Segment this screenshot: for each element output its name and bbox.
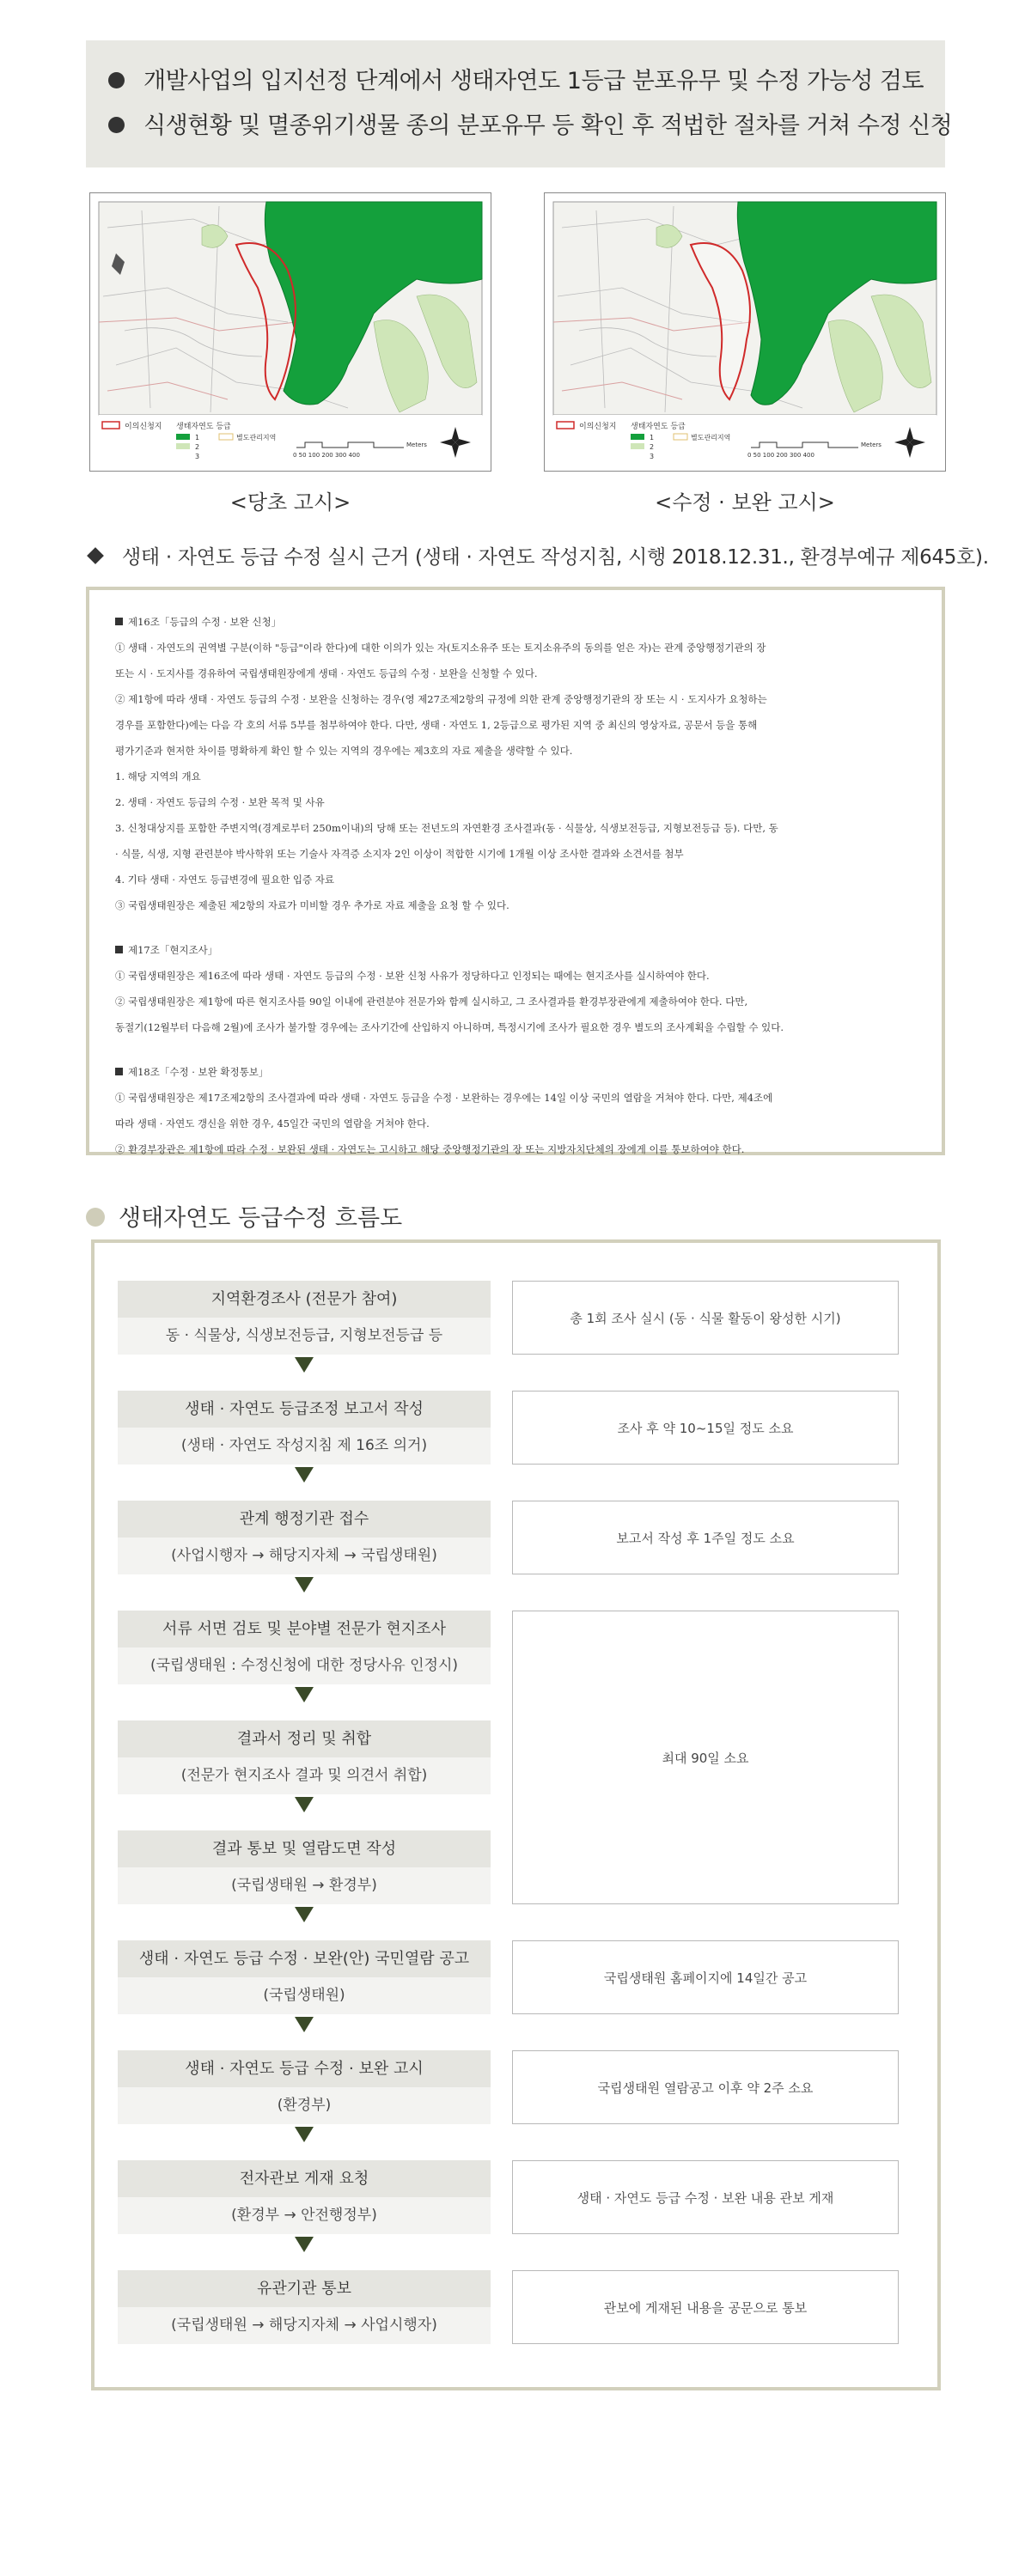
flow-step-title: 생태 · 자연도 등급 수정 · 보완(안) 국민열람 공고 xyxy=(118,1940,491,1977)
flow-step-subtitle: (환경부 → 안전행정부) xyxy=(118,2197,491,2234)
flow-step xyxy=(118,1611,491,1684)
square-bullet-icon xyxy=(115,1068,123,1075)
circle-bullet-icon xyxy=(86,1208,105,1227)
flow-note: 조사 후 약 10~15일 정도 소요 xyxy=(512,1391,899,1465)
map-revised xyxy=(544,192,946,472)
svg-text:3: 3 xyxy=(650,453,655,460)
flow-step-title: 지역환경조사 (전문가 참여) xyxy=(118,1281,491,1318)
map-revised-caption: <수정 · 보완 고시> xyxy=(655,490,835,515)
svg-text:별도관리지역: 별도관리지역 xyxy=(691,434,731,442)
flow-step-title: 생태 · 자연도 등급 수정 · 보완 고시 xyxy=(118,2050,491,2087)
svg-text:Meters: Meters xyxy=(861,442,882,448)
map-revised-image xyxy=(545,193,945,471)
flow-step-subtitle: (국립생태원 → 해당지자체 → 사업시행자) xyxy=(118,2307,491,2344)
flow-step-subtitle: (국립생태원 → 환경부) xyxy=(118,1867,491,1904)
regulation-line: ② 환경부장관은 제1항에 따라 수정 · 보완된 생태 · 자연도는 고시하고 해당 중앙행정기관의 장 또는 지방자치단체의 장에게 이를 통보하여야 한다. xyxy=(115,1143,745,1155)
flow-note: 국립생태원 홈페이지에 14일간 공고 xyxy=(512,1940,899,2014)
flow-step xyxy=(118,1391,491,1465)
map-original xyxy=(89,192,491,472)
svg-text:2: 2 xyxy=(650,443,655,451)
regulation-line: 3. 신청대상지를 포함한 주변지역(경계로부터 250m이내)의 당해 또는 전년도의 자연환경 조사결과(동 · 식물상, 식생보전등급, 지형보전등급 등). 다만, 동 xyxy=(115,822,778,834)
down-arrow-icon xyxy=(295,1907,314,1922)
regulation-line: 2. 생태 · 자연도 등급의 수정 · 보완 목적 및 사유 xyxy=(115,796,325,808)
regulation-box xyxy=(86,587,945,1155)
flow-step xyxy=(118,1281,491,1355)
article-16-title: 제16조「등급의 수정 · 보완 신청」 xyxy=(115,609,924,635)
map-legend-region: 이의신청지 xyxy=(125,423,162,431)
bullet-icon xyxy=(108,72,125,88)
summary-box xyxy=(86,40,953,167)
flow-note: 국립생태원 열람공고 이후 약 2주 소요 xyxy=(512,2050,899,2124)
flow-step-title: 유관기관 통보 xyxy=(118,2270,491,2307)
down-arrow-icon xyxy=(295,2237,314,2252)
flow-step-title: 결과서 정리 및 취합 xyxy=(118,1720,491,1757)
flow-step-subtitle: (국립생태원) xyxy=(118,1977,491,2014)
down-arrow-icon xyxy=(295,1357,314,1373)
map-legend-region: 이의신청지 xyxy=(579,423,617,431)
flow-step-title: 결과 통보 및 열람도면 작성 xyxy=(118,1830,491,1867)
map-legend-title: 생태자연도 등급 xyxy=(176,423,231,431)
svg-text:Meters: Meters xyxy=(406,442,427,448)
svg-text:1: 1 xyxy=(195,434,200,442)
regulation-line: ① 생태 · 자연도의 권역별 구분(이하 "등급"이라 한다)에 대한 이의가 있는 자(토지소유주 또는 토지소유주의 동의를 얻은 자)는 관계 중앙행정기관의 장 xyxy=(115,642,766,654)
summary-line: 식생현황 및 멸종위기생물 종의 분포유무 등 확인 후 적법한 절차를 거쳐 수정 신청 xyxy=(108,104,945,149)
flow-step-title: 서류 서면 검토 및 분야별 전문가 현지조사 xyxy=(118,1611,491,1647)
regulation-line: ② 국립생태원장은 제1항에 따른 현지조사를 90일 이내에 관련분야 전문가와 함께 실시하고, 그 조사결과를 환경부장관에게 제출하여야 한다. 다만, xyxy=(115,996,748,1008)
svg-text:별도관리지역: 별도관리지역 xyxy=(236,434,277,442)
regulation-line: · 식물, 식생, 지형 관련분야 박사학위 또는 기술사 자격증 소지자 2인 이상이 적합한 시기에 1개월 이상 조사한 결과와 소견서를 첨부 xyxy=(115,848,684,860)
bullet-icon xyxy=(108,117,125,133)
regulation-line: 4. 기타 생태 · 자연도 등급변경에 필요한 입증 자료 xyxy=(115,874,334,886)
flow-step-subtitle: (전문가 현지조사 결과 및 의견서 취합) xyxy=(118,1757,491,1794)
svg-text:3: 3 xyxy=(195,453,200,460)
down-arrow-icon xyxy=(295,2127,314,2142)
square-bullet-icon xyxy=(115,946,123,953)
svg-text:0 50 100 200 300 400: 0 50 100 200 300 400 xyxy=(293,452,360,459)
flow-step-subtitle: 동 · 식물상, 식생보전등급, 지형보전등급 등 xyxy=(118,1318,491,1355)
map-original-image xyxy=(90,193,491,471)
flow-note: 보고서 작성 후 1주일 정도 소요 xyxy=(512,1501,899,1574)
flow-step xyxy=(118,2050,491,2124)
regulation-line: 경우를 포함한다)에는 다음 각 호의 서류 5부를 첨부하여야 한다. 다만, 생태 · 자연도 1, 2등급으로 평가된 지역 중 최신의 영상자료, 공문서 등을 통해 xyxy=(115,719,758,731)
regulation-line: 평가기준과 현저한 차이를 명확하게 확인 할 수 있는 지역의 경우에는 제3호의 자료 제출을 생략할 수 있다. xyxy=(115,745,573,757)
flow-note: 총 1회 조사 실시 (동 · 식물 활동이 왕성한 시기) xyxy=(512,1281,899,1355)
summary-line: 개발사업의 입지선정 단계에서 생태자연도 1등급 분포유무 및 수정 가능성 검토 xyxy=(108,59,945,104)
svg-text:1: 1 xyxy=(650,434,655,442)
flow-note: 최대 90일 소요 xyxy=(512,1611,899,1904)
flow-note: 관보에 게재된 내용을 공문으로 통보 xyxy=(512,2270,899,2344)
flow-heading: 생태자연도 등급수정 흐름도 xyxy=(86,1199,402,1233)
flow-step-subtitle: (생태 · 자연도 작성지침 제 16조 의거) xyxy=(118,1428,491,1465)
regulation-line: ① 국립생태원장은 제17조제2항의 조사결과에 따라 생태 · 자연도 등급을 수정 · 보완하는 경우에는 14일 이상 국민의 열람을 거쳐야 한다. 다만, 제4조에 xyxy=(115,1092,773,1104)
flow-step xyxy=(118,1940,491,2014)
flow-step xyxy=(118,2160,491,2234)
svg-text:0 50 100 200 300 400: 0 50 100 200 300 400 xyxy=(747,452,814,459)
regulation-line: 동절기(12월부터 다음해 2월)에 조사가 불가할 경우에는 조사기간에 산입하지 아니하며, 특정시기에 조사가 필요한 경우 별도의 조사계획을 수립할 수 있다. xyxy=(115,1021,784,1033)
square-bullet-icon xyxy=(115,618,123,625)
regulation-line: 또는 시 · 도지사를 경유하여 국립생태원장에게 생태 · 자연도 등급의 수정 · 보완을 신청할 수 있다. xyxy=(115,667,538,679)
regulation-line: ② 제1항에 따라 생태 · 자연도 등급의 수정 · 보완을 신청하는 경우(영 제27조제2항의 규정에 의한 관계 중앙행정기관의 장 또는 시 · 도지사가 요청하는 xyxy=(115,693,767,705)
regulation-line: 따라 생태 · 자연도 갱신을 위한 경우, 45일간 국민의 열람을 거쳐야 한다. xyxy=(115,1117,430,1130)
article-17-title: 제17조「현지조사」 xyxy=(115,937,924,963)
flow-step-title: 전자관보 게재 요청 xyxy=(118,2160,491,2197)
diamond-bullet-icon xyxy=(87,547,104,564)
flow-step xyxy=(118,1720,491,1794)
flow-step xyxy=(118,1501,491,1574)
regulation-line: ① 국립생태원장은 제16조에 따라 생태 · 자연도 등급의 수정 · 보완 신청 사유가 정당하다고 인정되는 때에는 현지조사를 실시하여야 한다. xyxy=(115,970,710,982)
flow-step xyxy=(118,1830,491,1904)
map-legend-title: 생태자연도 등급 xyxy=(631,423,686,431)
down-arrow-icon xyxy=(295,1467,314,1483)
flow-step-subtitle: (국립생태원 : 수정신청에 대한 정당사유 인정시) xyxy=(118,1647,491,1684)
flow-step-subtitle: (환경부) xyxy=(118,2087,491,2124)
flow-note: 생태 · 자연도 등급 수정 · 보완 내용 관보 게재 xyxy=(512,2160,899,2234)
flow-step-subtitle: (사업시행자 → 해당지자체 → 국립생태원) xyxy=(118,1538,491,1574)
flow-step-title: 관계 행정기관 접수 xyxy=(118,1501,491,1538)
article-18-title: 제18조「수정 · 보완 확정통보」 xyxy=(115,1059,924,1085)
down-arrow-icon xyxy=(295,1577,314,1592)
down-arrow-icon xyxy=(295,2017,314,2032)
down-arrow-icon xyxy=(295,1797,314,1812)
regulation-line: ③ 국립생태원장은 제출된 제2항의 자료가 미비할 경우 추가로 자료 제출을 요청 할 수 있다. xyxy=(115,899,509,911)
flow-step-title: 생태 · 자연도 등급조정 보고서 작성 xyxy=(118,1391,491,1428)
regulation-line: 1. 해당 지역의 개요 xyxy=(115,770,201,783)
flow-step xyxy=(118,2270,491,2344)
map-original-caption: <당초 고시> xyxy=(229,490,351,515)
down-arrow-icon xyxy=(295,1687,314,1702)
basis-heading: 생태 · 자연도 등급 수정 실시 근거 (생태 · 자연도 작성지침, 시행 2018.12.31., 환경부예규 제645호). xyxy=(89,541,989,569)
svg-text:2: 2 xyxy=(195,443,200,451)
